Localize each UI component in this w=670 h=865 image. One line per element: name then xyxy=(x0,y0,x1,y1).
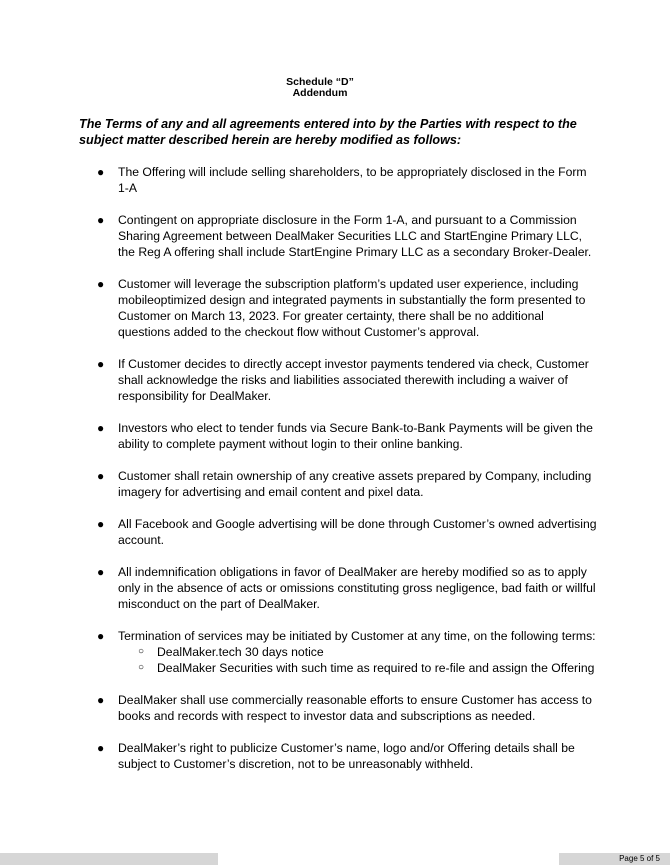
bullet-icon: ● xyxy=(97,165,105,179)
terms-list xyxy=(0,164,598,788)
list-item-text: Investors who elect to tender funds via Secure Bank-to-Bank Payments will be given the ability to complete payment without login to their online banking. xyxy=(118,421,593,451)
list-item-termination xyxy=(0,628,598,676)
list-item-text: Termination of services may be initiated by Customer at any time, on the following terms: xyxy=(118,629,596,643)
list-item xyxy=(0,356,598,404)
bullet-icon: ● xyxy=(97,277,105,291)
sublist-item xyxy=(118,660,598,676)
bullet-icon: ● xyxy=(97,565,105,579)
list-item xyxy=(0,276,598,340)
list-item-text: DealMaker shall use commercially reasonable efforts to ensure Customer has access to books and records with respect to investor data and subscriptions as needed. xyxy=(118,693,592,723)
list-item-text: If Customer decides to directly accept investor payments tendered via check, Customer shall acknowledge the risks and liabilities associated therewith including a waiver of responsibility for DealMaker. xyxy=(118,357,589,403)
list-item xyxy=(0,212,598,260)
schedule-subtitle: Addendum xyxy=(292,87,348,99)
list-item xyxy=(0,740,598,772)
list-item-text: All indemnification obligations in favor of DealMaker are hereby modified so as to apply only in the absence of acts or omissions constituting gross negligence, bad faith or willful misconduct on the part of DealMaker. xyxy=(118,565,596,611)
list-item-text: The Offering will include selling shareholders, to be appropriately disclosed in the Form 1-A xyxy=(118,165,587,195)
list-item xyxy=(0,564,598,612)
schedule-title: Schedule “D” xyxy=(286,76,354,88)
sublist-item-text: DealMaker.tech 30 days notice xyxy=(157,645,324,659)
footer-bar-right xyxy=(559,853,670,865)
footer-bar-left xyxy=(0,853,218,865)
list-item-text: Contingent on appropriate disclosure in the Form 1-A, and pursuant to a Commission Sharing Agreement between DealMaker Securities LLC and StartEngine Primary LLC, the Reg A offering shall include StartEngine Primary LLC as a secondary Broker-Dealer. xyxy=(118,213,592,259)
list-item-text: DealMaker’s right to publicize Customer’s name, logo and/or Offering details shall be subject to Customer’s discretion, not to be unreasonably withheld. xyxy=(118,741,575,771)
bullet-icon: ● xyxy=(97,213,105,227)
bullet-icon: ● xyxy=(97,421,105,435)
list-item xyxy=(0,164,598,196)
list-item xyxy=(0,516,598,548)
page-number: Page 5 of 5 xyxy=(619,854,660,863)
sublist-item-text: DealMaker Securities with such time as required to re-file and assign the Offering xyxy=(157,661,595,675)
list-item-text: All Facebook and Google advertising will be done through Customer’s owned advertising account. xyxy=(118,517,597,547)
bullet-icon: ● xyxy=(97,741,105,755)
list-item xyxy=(0,468,598,500)
list-item-text: Customer shall retain ownership of any creative assets prepared by Company, including imagery for advertising and email content and pixel data. xyxy=(118,469,592,499)
list-item xyxy=(0,692,598,724)
list-item-text: Customer will leverage the subscription platform’s updated user experience, including mobileoptimized design and integrated payments in substantially the form presented to Customer on March 13, 2023. For greater certainty, there shall be no additional questions added to the checkout flow without Customer’s approval. xyxy=(118,277,586,339)
bullet-icon: ● xyxy=(97,357,105,371)
hollow-bullet-icon: ○ xyxy=(138,646,145,657)
bullet-icon: ● xyxy=(97,629,105,643)
sublist-item xyxy=(118,644,598,660)
hollow-bullet-icon: ○ xyxy=(138,662,145,673)
list-item xyxy=(0,420,598,452)
termination-sublist xyxy=(118,644,598,676)
intro-paragraph: The Terms of any and all agreements entered into by the Parties with respect to the subject matter described herein are hereby modified as follows: xyxy=(79,117,577,147)
bullet-icon: ● xyxy=(97,693,105,707)
bullet-icon: ● xyxy=(97,517,105,531)
bullet-icon: ● xyxy=(97,469,105,483)
schedule-header xyxy=(0,77,640,99)
